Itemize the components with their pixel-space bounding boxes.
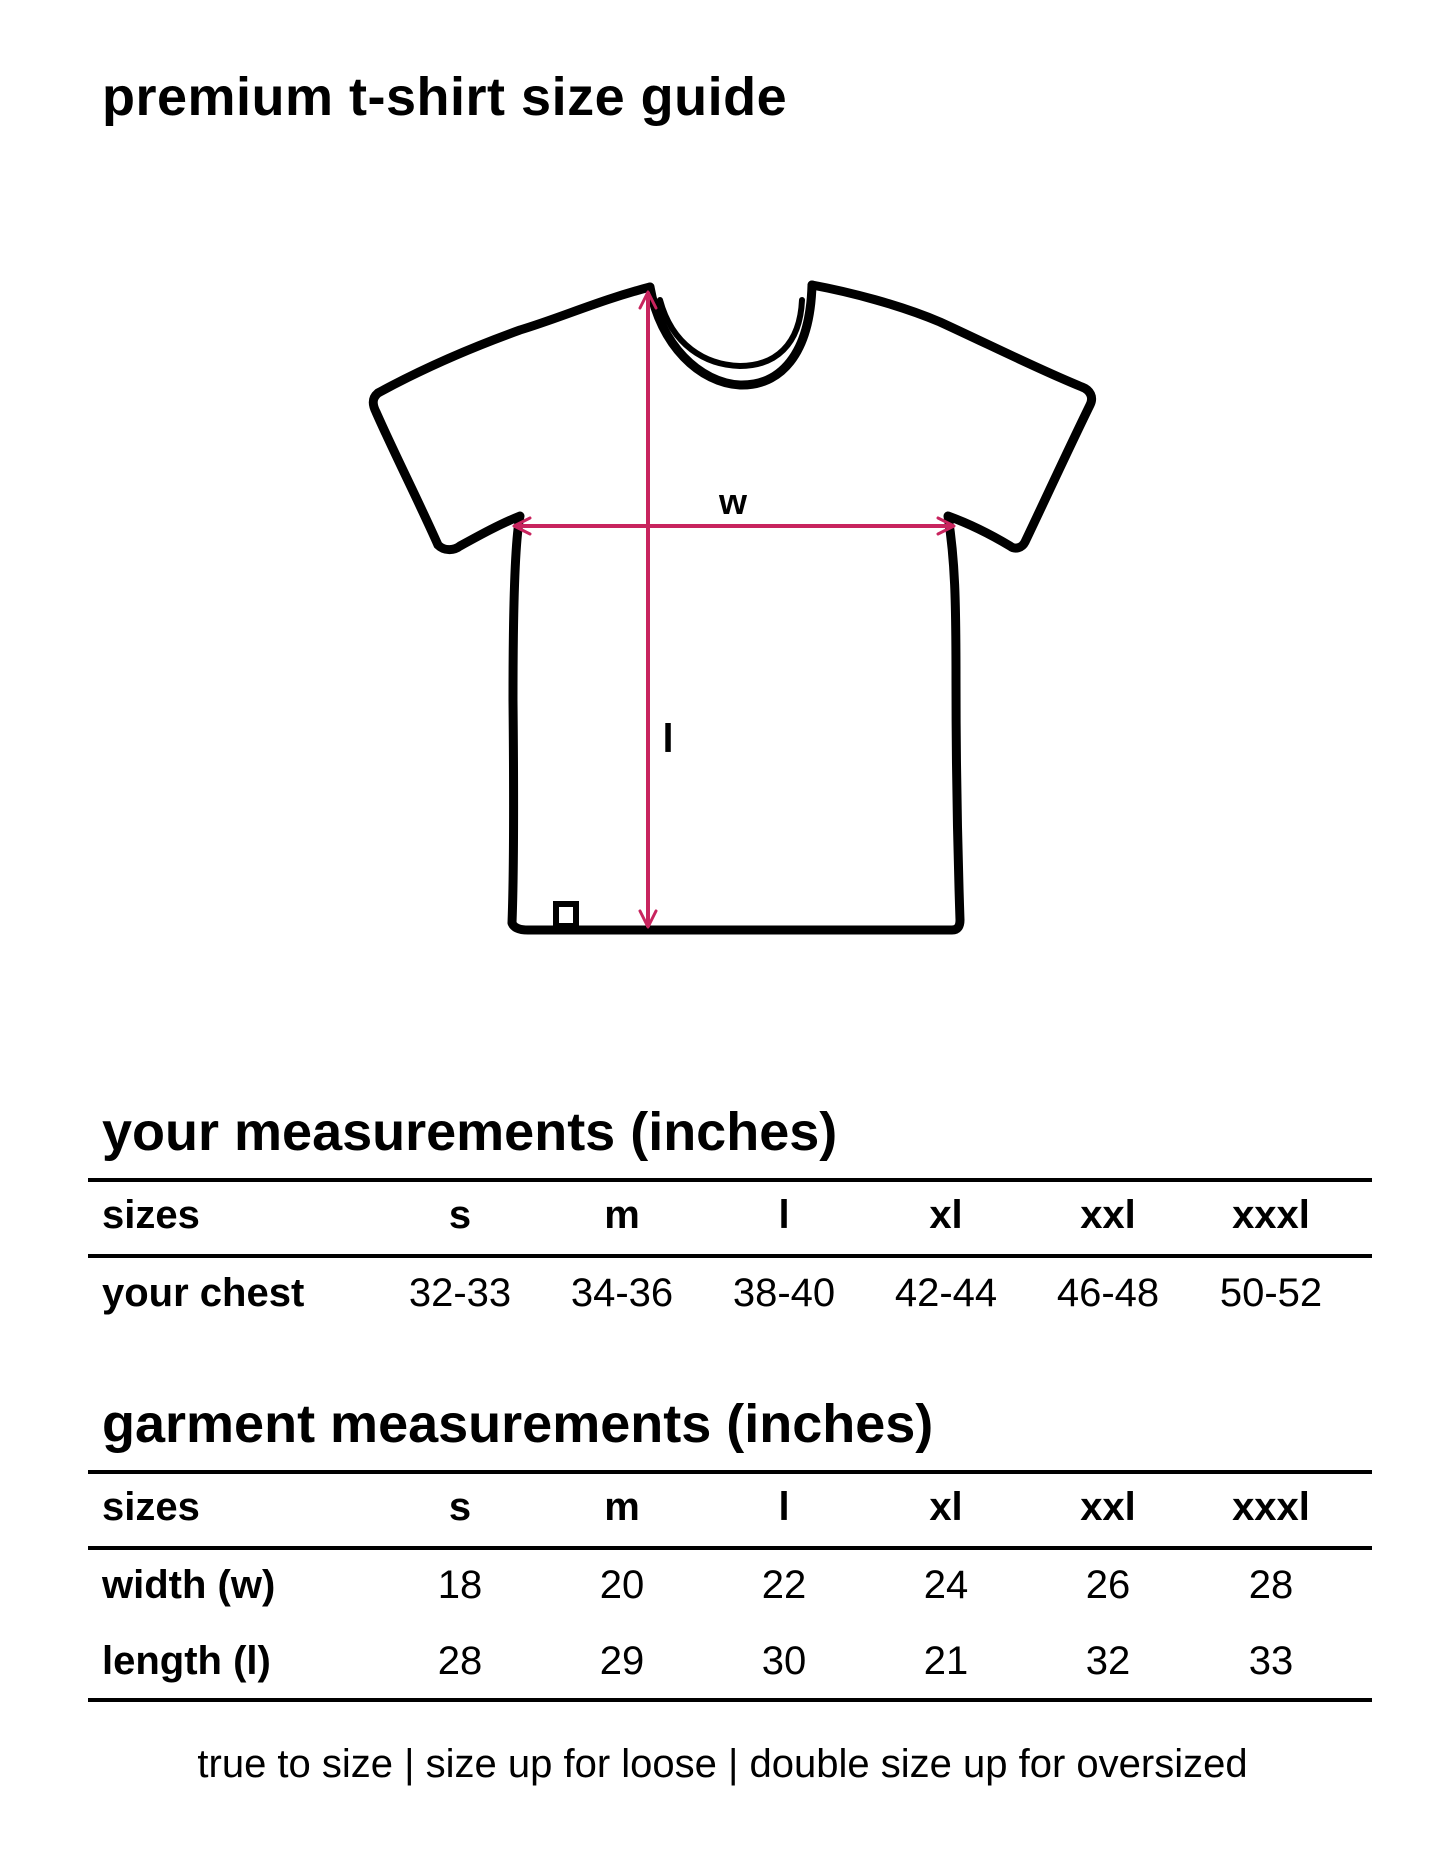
size-xxl-header: xxl — [1080, 1485, 1136, 1529]
size-m-header: m — [604, 1485, 640, 1529]
table-cell: 34-36 — [570, 1271, 674, 1315]
your-measurements-title: your measurements (inches) — [102, 1102, 838, 1162]
page-title: premium t-shirt size guide — [102, 67, 788, 127]
size-xl-header: xl — [929, 1485, 963, 1529]
width-row — [0, 1555, 1445, 1615]
table-cell: 46-48 — [1056, 1271, 1160, 1315]
row-label: width (w) — [102, 1563, 276, 1607]
divider — [88, 1546, 1372, 1550]
row-label: your chest — [102, 1271, 305, 1315]
row-label: length (l) — [102, 1639, 271, 1683]
garment-measurements-header-row — [0, 1477, 1445, 1537]
label-tag-icon — [556, 904, 576, 926]
table-cell: 26 — [1085, 1563, 1131, 1607]
divider — [88, 1178, 1372, 1182]
table-cell: 42-44 — [894, 1271, 998, 1315]
table-cell: 21 — [923, 1639, 969, 1683]
divider — [88, 1470, 1372, 1474]
width-label: w — [718, 481, 748, 522]
length-label: l — [662, 717, 674, 761]
table-cell: 28 — [1248, 1563, 1294, 1607]
table-cell: 33 — [1248, 1639, 1294, 1683]
divider — [88, 1254, 1372, 1258]
size-l-header: l — [778, 1193, 790, 1237]
table-cell: 30 — [761, 1639, 807, 1683]
size-m-header: m — [604, 1193, 640, 1237]
table-cell: 20 — [599, 1563, 645, 1607]
table-cell: 28 — [437, 1639, 483, 1683]
sizes-header-label: sizes — [102, 1485, 200, 1529]
your-measurements-header-row — [0, 1185, 1445, 1245]
footer-note: true to size | size up for loose | double size up for oversized — [197, 1742, 1248, 1786]
size-s-header: s — [448, 1485, 472, 1529]
table-cell: 50-52 — [1219, 1271, 1323, 1315]
your-chest-row — [0, 1263, 1445, 1323]
table-cell: 38-40 — [732, 1271, 836, 1315]
table-cell: 32-33 — [408, 1271, 512, 1315]
size-xxxl-header: xxxl — [1232, 1193, 1310, 1237]
divider — [88, 1698, 1372, 1702]
table-cell: 32 — [1085, 1639, 1131, 1683]
size-s-header: s — [448, 1193, 472, 1237]
size-xxl-header: xxl — [1080, 1193, 1136, 1237]
table-cell: 18 — [437, 1563, 483, 1607]
table-cell: 22 — [761, 1563, 807, 1607]
garment-measurements-title: garment measurements (inches) — [102, 1394, 934, 1454]
size-xxxl-header: xxxl — [1232, 1485, 1310, 1529]
length-row — [0, 1631, 1445, 1691]
table-cell: 29 — [599, 1639, 645, 1683]
size-xl-header: xl — [929, 1193, 963, 1237]
table-cell: 24 — [923, 1563, 969, 1607]
size-l-header: l — [778, 1485, 790, 1529]
sizes-header-label: sizes — [102, 1193, 200, 1237]
